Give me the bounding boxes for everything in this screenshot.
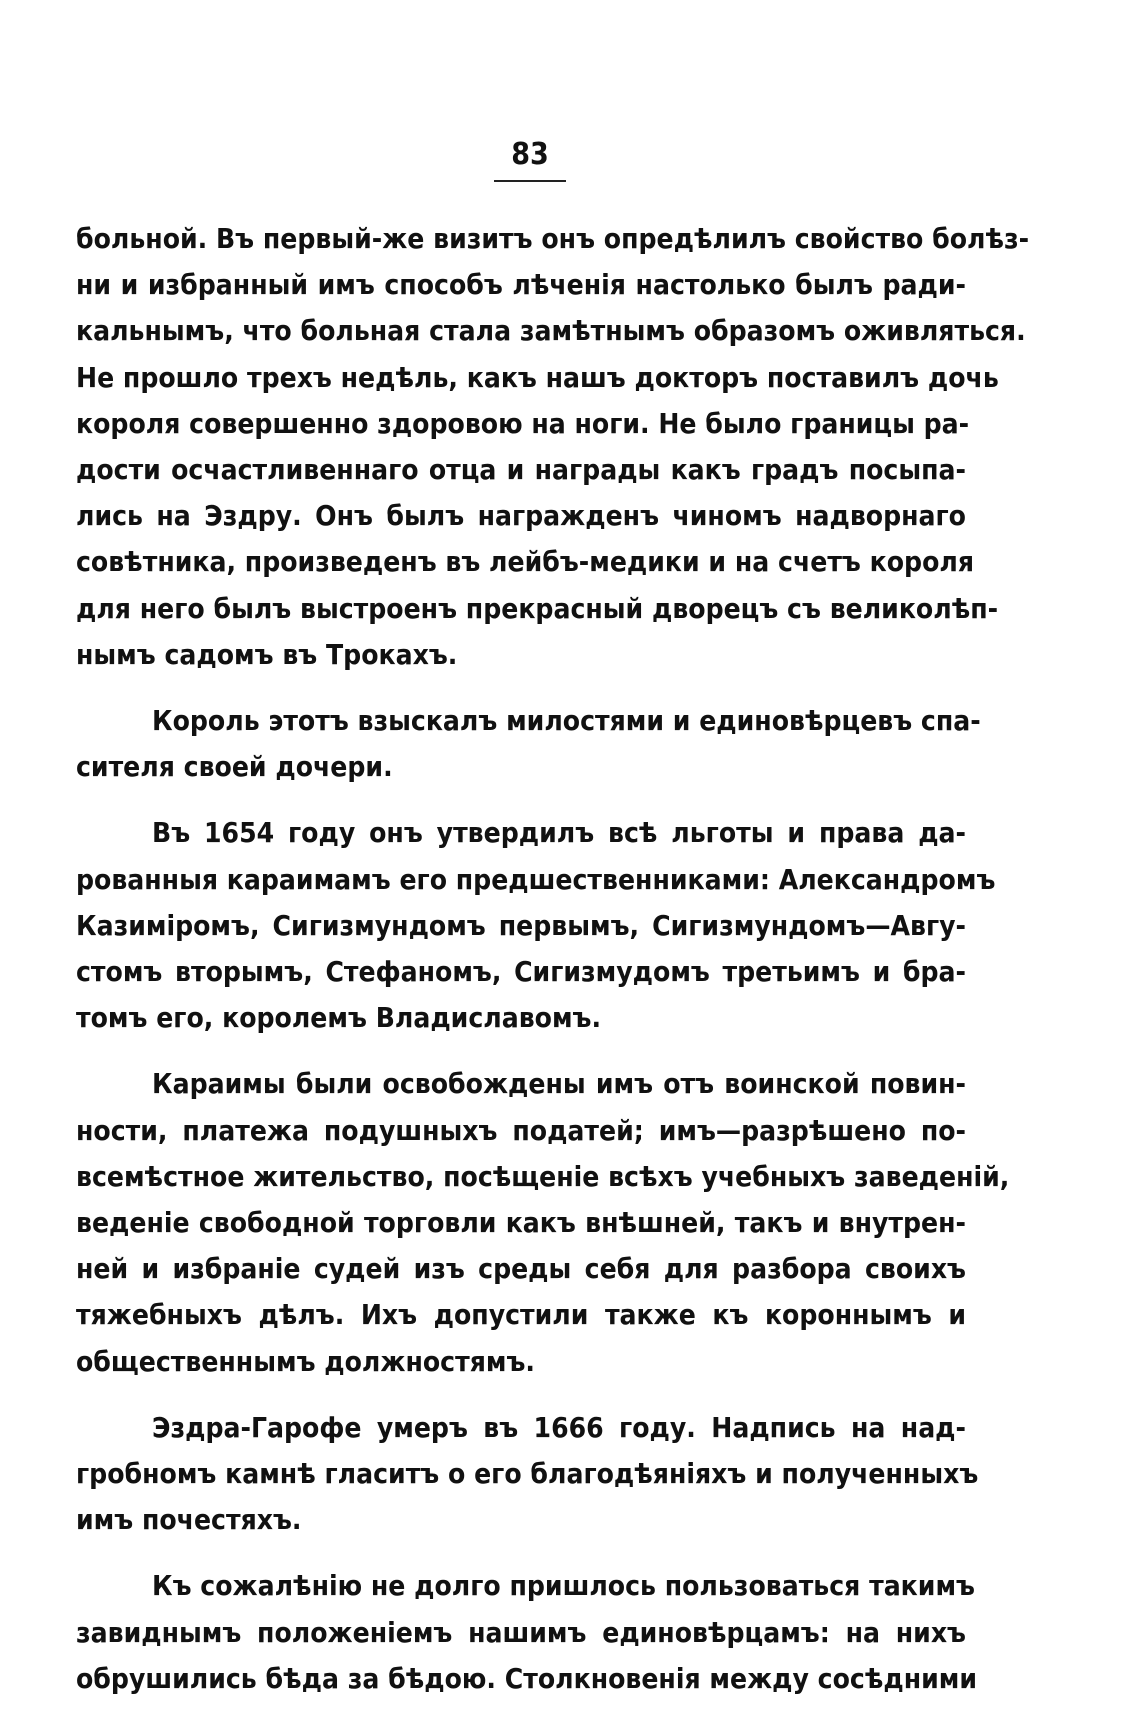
paragraph-6: [76, 1563, 978, 1702]
text-line: Эздра-Гарофе умеръ въ 1666 году. Надпись на над-: [152, 1410, 966, 1444]
text-line: тяжебныхъ дѣлъ. Ихъ допустили также къ короннымъ и: [76, 1298, 966, 1332]
page-body-text: [76, 216, 1030, 1702]
paragraph-3: [76, 810, 996, 1041]
text-line: имъ почестяхъ.: [76, 1503, 302, 1537]
text-line: ней и избраніе судей изъ среды себя для разбора своихъ: [76, 1252, 966, 1286]
text-line: сителя своей дочери.: [76, 750, 393, 784]
text-line: томъ его, королемъ Владиславомъ.: [76, 1001, 602, 1035]
text-line: Караимы были освобождены имъ отъ воинской повин-: [152, 1067, 966, 1101]
text-line: короля совершенно здоровою на ноги. Не было границы ра-: [76, 406, 970, 440]
paragraph-5: [76, 1405, 979, 1544]
text-line: Король этотъ взыскалъ милостями и единовѣрцевъ спа-: [152, 704, 981, 738]
text-line: для него былъ выстроенъ прекрасный дворецъ съ великолѣп-: [76, 591, 999, 625]
text-line: кальнымъ, что больная стала замѣтнымъ образомъ оживляться.: [76, 314, 1026, 348]
text-line: Казиміромъ, Сигизмундомъ первымъ, Сигизмундомъ—Авгу-: [76, 908, 966, 942]
page-number-rule: [494, 180, 566, 182]
paragraph-4: [76, 1061, 1010, 1384]
text-line: больной. Въ первый-же визитъ онъ опредѣлилъ свойство болѣз-: [76, 222, 1030, 255]
text-line: дости осчастливеннаго отца и награды какъ градъ посыпа-: [76, 453, 966, 487]
text-line: веденіе свободной торговли какъ внѣшней, такъ и внутрен-: [76, 1206, 966, 1240]
text-line: всемѣстное жительство, посѣщеніе всѣхъ учебныхъ заведеній,: [76, 1159, 1010, 1193]
page-number: 83: [511, 137, 549, 172]
text-line: гробномъ камнѣ гласитъ о его благодѣяніяхъ и полученныхъ: [76, 1457, 979, 1491]
text-line: рованныя караимамъ его предшественниками: Александромъ: [76, 862, 996, 896]
paragraph-2: [76, 698, 981, 790]
text-line: нымъ садомъ въ Трокахъ.: [76, 637, 458, 671]
text-line: завиднымъ положеніемъ нашимъ единовѣрцамъ: на нихъ: [76, 1615, 966, 1649]
text-line: общественнымъ должностямъ.: [76, 1344, 535, 1378]
text-line: ности, платежа подушныхъ податей; имъ—разрѣшено по-: [76, 1113, 966, 1147]
text-line: Къ сожалѣнію не долго пришлось пользоваться такимъ: [152, 1569, 975, 1603]
text-line: стомъ вторымъ, Стефаномъ, Сигизмудомъ третьимъ и бра-: [76, 955, 966, 989]
text-line: обрушились бѣда за бѣдою. Столкновенія между сосѣдними: [76, 1661, 978, 1695]
paragraph-1: [76, 216, 1030, 678]
text-line: совѣтника, произведенъ въ лейбъ-медики и на счетъ короля: [76, 545, 975, 579]
text-line: ни и избранный имъ способъ лѣченія настолько былъ ради-: [76, 268, 966, 302]
text-line: Не прошло трехъ недѣль, какъ нашъ докторъ поставилъ дочь: [76, 360, 999, 394]
text-line: Въ 1654 году онъ утвердилъ всѣ льготы и права да-: [152, 816, 966, 850]
text-line: лись на Эздру. Онъ былъ награжденъ чиномъ надворнаго: [76, 499, 966, 533]
